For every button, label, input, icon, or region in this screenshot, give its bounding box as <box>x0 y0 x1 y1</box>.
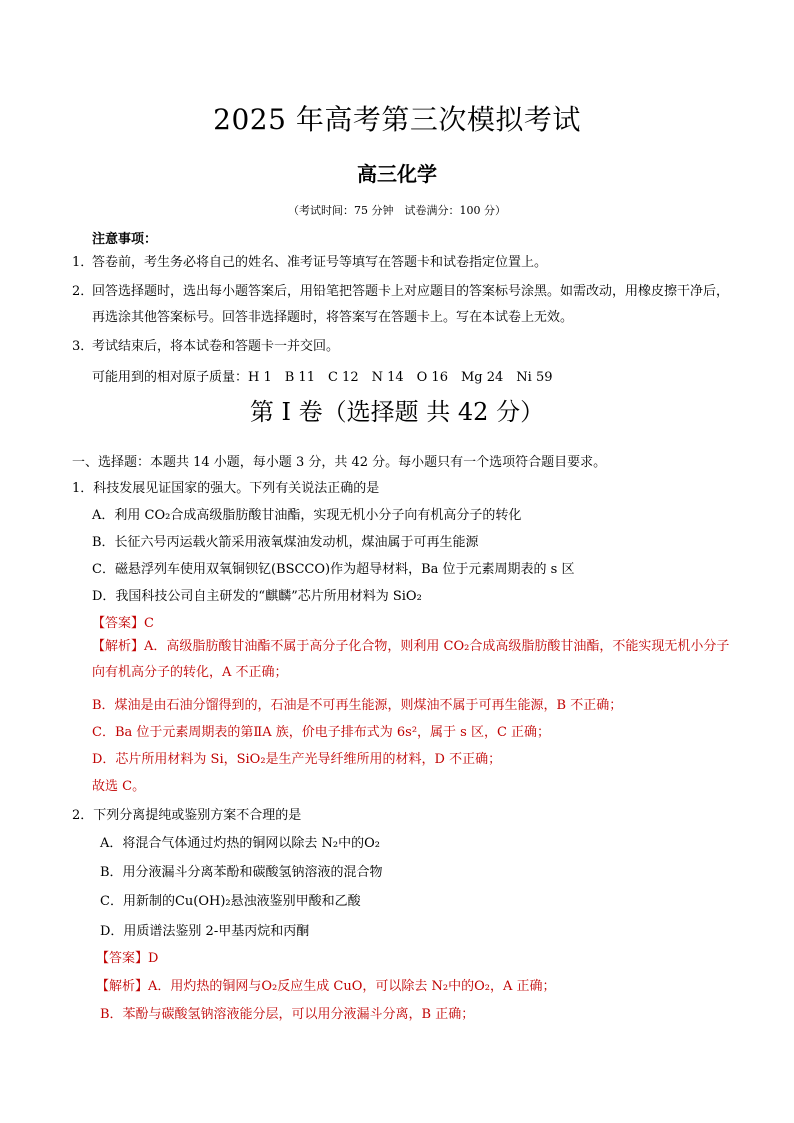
question-2-stem: 2．下列分离提纯或鉴别方案不合理的是 <box>72 808 302 823</box>
analysis-text: A．高级脂肪酸甘油酯不属于高分子化合物，则利用 CO₂合成高级脂肪酸甘油酯，不能实现无机小分子向有机高分子的转化，A 不正确； <box>92 639 730 680</box>
question-1-analysis-b: B．煤油是由石油分馏得到的，石油是不可再生能源，则煤油不属于可再生能源，B 不正确； <box>92 698 623 713</box>
exam-subject: 高三化学 <box>357 162 437 186</box>
notes-heading: 注意事项： <box>92 232 158 247</box>
atomic-masses: 可能用到的相对原子质量：H 1 B 11 C 12 N 14 O 16 Mg 24 Ni 59 <box>92 370 553 385</box>
exam-info: （考试时间：75 分钟 试卷满分：100 分） <box>288 204 506 217</box>
question-1-stem: 1．科技发展见证国家的强大。下列有关说法正确的是 <box>72 481 380 496</box>
note-number: 1． <box>72 255 94 270</box>
exam-title: 2025 年高考第三次模拟考试 <box>213 103 581 136</box>
question-2-option-c: C．用新制的Cu(OH)₂悬浊液鉴别甲酸和乙酸 <box>100 894 361 909</box>
question-2-analysis-a <box>96 975 556 994</box>
question-2-answer: 【答案】D <box>96 951 159 966</box>
question-1-answer: 【答案】C <box>92 616 154 631</box>
note-text: 考试结束后，将本试卷和答题卡一并交回。 <box>92 339 340 354</box>
question-2-option-b: B．用分液漏斗分离苯酚和碳酸氢钠溶液的混合物 <box>100 865 383 880</box>
question-2-option-a: A．将混合气体通过灼热的铜网以除去 N₂中的O₂ <box>100 836 380 851</box>
note-item <box>72 279 732 331</box>
analysis-label: 【解析】 <box>92 639 145 654</box>
question-1-option-c: C．磁悬浮列车使用双氧铜钡钇(BSCCO)作为超导材料，Ba 位于元素周期表的 s 区 <box>92 562 575 577</box>
question-1-option-b: B．长征六号丙运载火箭采用液氧煤油发动机，煤油属于可再生能源 <box>92 535 479 550</box>
note-item <box>72 334 732 360</box>
note-text: 回答选择题时，选出每小题答案后，用铅笔把答题卡上对应题目的答案标号涂黑。如需改动，用橡皮擦干净后，再选涂其他答案标号。回答非选择题时，将答案写在答题卡上。写在本试卷上无效。 <box>92 284 730 325</box>
note-text: 答卷前，考生务必将自己的姓名、准考证号等填写在答题卡和试卷指定位置上。 <box>92 255 548 270</box>
question-1-option-d: D．我国科技公司自主研发的“麒麟”芯片所用材料为 SiO₂ <box>92 589 422 604</box>
question-1-conclusion: 故选 C。 <box>92 779 146 794</box>
question-1-analysis-a <box>92 634 732 686</box>
section-title: 第 I 卷（选择题 共 42 分） <box>249 398 545 426</box>
section-instruction: 一、选择题：本题共 14 小题，每小题 3 分，共 42 分。每小题只有一个选项符合题目要求。 <box>72 455 607 470</box>
analysis-text: A．用灼热的铜网与O₂反应生成 CuO，可以除去 N₂中的O₂，A 正确； <box>148 979 556 994</box>
question-1-option-a: A．利用 CO₂合成高级脂肪酸甘油酯，实现无机小分子向有机高分子的转化 <box>92 508 522 523</box>
question-1-analysis-c: C．Ba 位于元素周期表的第ⅡA 族，价电子排布式为 6s²，属于 s 区，C 正确； <box>92 725 551 740</box>
question-2-option-d: D．用质谱法鉴别 2-甲基丙烷和丙酮 <box>100 924 310 939</box>
question-2-analysis-b: B．苯酚与碳酸氢钠溶液能分层，可以用分液漏斗分离，B 正确； <box>100 1007 475 1022</box>
question-1-analysis-d: D．芯片所用材料为 Si，SiO₂是生产光导纤维所用的材料，D 不正确； <box>92 752 502 767</box>
note-item <box>72 250 732 276</box>
note-number: 2． <box>72 284 94 299</box>
note-number: 3． <box>72 339 94 354</box>
analysis-label: 【解析】 <box>96 979 149 994</box>
